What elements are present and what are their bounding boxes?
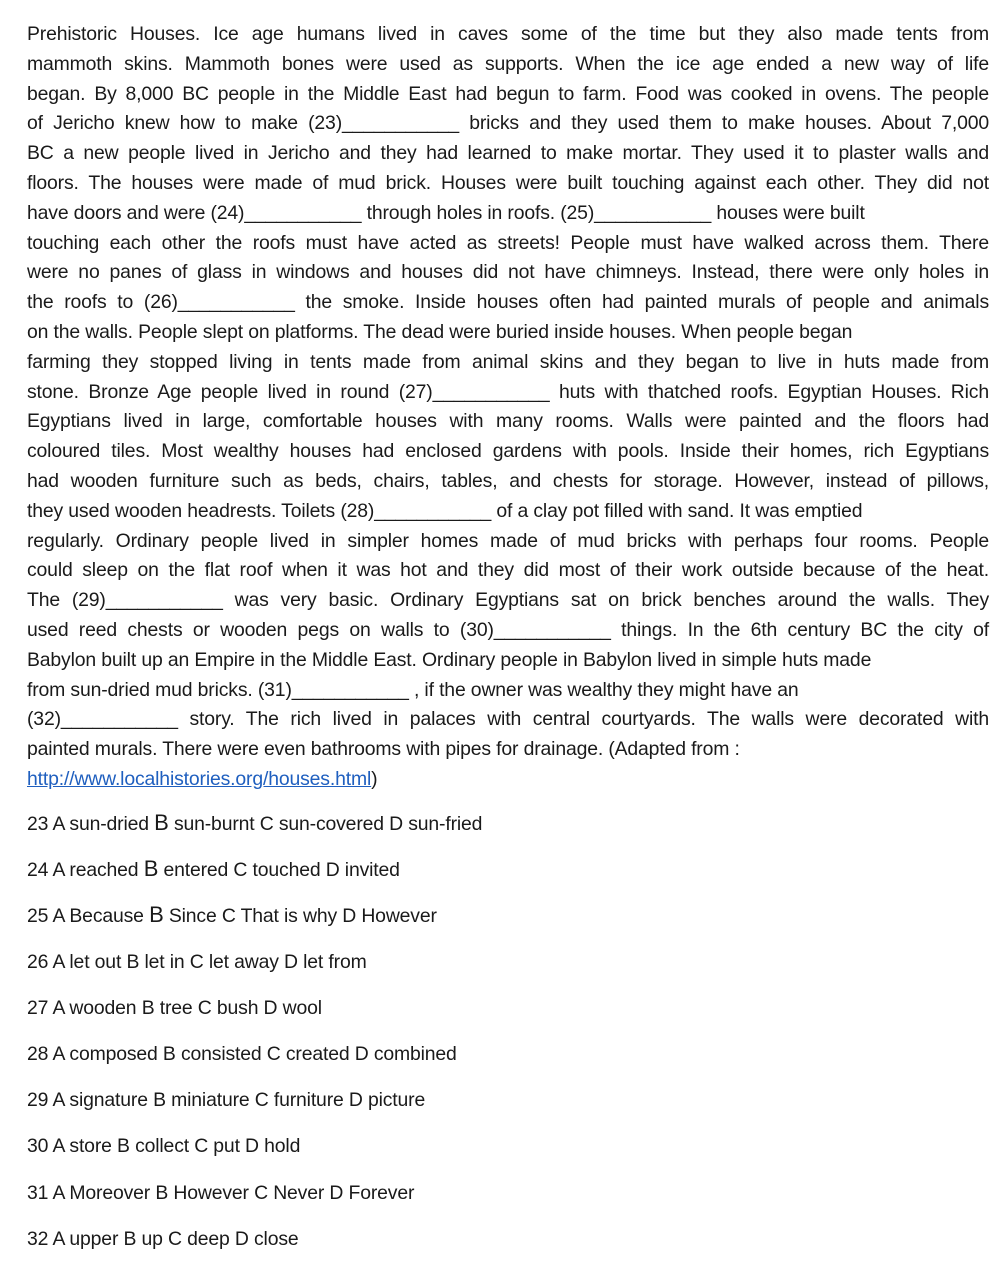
question-number: 23 xyxy=(27,813,49,835)
option-a: A signature xyxy=(52,1089,148,1112)
passage-line: on the walls. People slept on platforms. The dead were buried inside houses. When people began xyxy=(27,320,853,343)
options-rest: collect C put D hold xyxy=(135,1135,301,1158)
options-rest: sun-burnt C sun-covered D sun-fried xyxy=(173,813,483,835)
question-number: 24 xyxy=(27,859,49,882)
passage-line: from sun-dried mud bricks. (31)___________ , if the owner was wealthy they might have an xyxy=(27,678,799,701)
option-b-letter: B xyxy=(117,1135,130,1158)
option-a: A upper xyxy=(52,1227,119,1250)
passage-line: of Jericho knew how to make (23)___________ bricks and they used them to make houses. About 7,000 xyxy=(27,112,989,135)
option-b-letter: B xyxy=(153,1089,166,1112)
passage-line: Babylon built up an Empire in the Middle East. Ordinary people in Babylon lived in simple huts made xyxy=(27,648,872,671)
question-number: 31 xyxy=(27,1181,49,1204)
question-options-30 xyxy=(27,1129,482,1175)
passage-line: used reed chests or wooden pegs on walls to (30)___________ things. In the 6th century BC the city of xyxy=(27,618,989,641)
passage-line: had wooden furniture such as beds, chairs, tables, and chests for storage. However, instead of pillows, xyxy=(27,469,989,492)
passage-line: farming they stopped living in tents made from animal skins and they began to live in huts made from xyxy=(27,350,989,373)
reading-passage xyxy=(27,20,989,795)
question-options-29 xyxy=(27,1083,482,1129)
source-close-paren: ) xyxy=(371,767,378,790)
option-b-letter: B xyxy=(162,1042,176,1065)
question-number: 30 xyxy=(27,1135,49,1158)
question-options-31 xyxy=(27,1176,482,1222)
passage-line: BC a new people lived in Jericho and they had learned to make mortar. They used it to plaster walls and xyxy=(27,142,989,165)
question-number: 29 xyxy=(27,1089,49,1112)
option-b-letter: B xyxy=(149,902,164,928)
passage-line: painted murals. There were even bathrooms with pipes for drainage. (Adapted from : xyxy=(27,738,740,761)
options-rest: However C Never D Forever xyxy=(173,1181,415,1204)
passage-line: touching each other the roofs must have acted as streets! People must have walked across them. There xyxy=(27,231,989,254)
option-a: A store xyxy=(52,1135,112,1158)
question-options-27 xyxy=(27,991,482,1037)
passage-line: The (29)___________ was very basic. Ordinary Egyptians sat on brick benches around the walls. They xyxy=(27,589,989,612)
question-options-28 xyxy=(27,1037,482,1083)
question-number: 28 xyxy=(27,1042,49,1065)
option-b-letter: B xyxy=(154,810,169,835)
passage-line: regularly. Ordinary people lived in simpler homes made of mud bricks with perhaps four rooms. People xyxy=(27,529,989,552)
option-a: A Because xyxy=(52,905,144,928)
question-number: 32 xyxy=(27,1227,49,1250)
options-rest: up C deep D close xyxy=(141,1227,299,1250)
passage-line: coloured tiles. Most wealthy houses had enclosed gardens with pools. Inside their homes, rich Egyptians xyxy=(27,440,989,463)
passage-line: Prehistoric Houses. Ice age humans lived in caves some of the time but they also made tents from xyxy=(27,23,989,45)
option-b-letter: B xyxy=(155,1181,169,1204)
source-link[interactable]: http://www.localhistories.org/houses.html xyxy=(27,767,372,790)
option-b-letter: B xyxy=(126,950,140,973)
answer-options-list xyxy=(27,806,482,1268)
question-number: 25 xyxy=(27,905,49,928)
passage-line: were no panes of glass in windows and houses did not have chimneys. Instead, there were only holes in xyxy=(27,261,989,284)
passage-line: they used wooden headrests. Toilets (28)___________ of a clay pot filled with sand. It was emptied xyxy=(27,499,863,522)
options-rest: consisted C created D combined xyxy=(180,1042,457,1065)
question-number: 26 xyxy=(27,950,49,973)
option-a: A reached xyxy=(52,859,139,882)
question-options-23 xyxy=(27,806,482,852)
question-options-26 xyxy=(27,945,482,991)
option-a: A let out xyxy=(52,950,122,973)
passage-line: Egyptians lived in large, comfortable houses with many rooms. Walls were painted and the floors had xyxy=(27,410,989,433)
options-rest: Since C That is why D However xyxy=(168,905,437,928)
passage-line: (32)___________ story. The rich lived in palaces with central courtyards. The walls were decorated with xyxy=(27,708,989,731)
passage-line: the roofs to (26)___________ the smoke. Inside houses often had painted murals of people and animals xyxy=(27,291,989,314)
question-number: 27 xyxy=(27,996,49,1019)
option-b-letter: B xyxy=(143,856,159,882)
options-rest: tree C bush D wool xyxy=(159,996,322,1019)
passage-line: have doors and were (24)___________ through holes in roofs. (25)___________ houses were built xyxy=(27,201,865,224)
option-a: A composed xyxy=(52,1042,158,1065)
passage-line: floors. The houses were made of mud brick. Houses were built touching against each other. They did not xyxy=(27,171,989,194)
question-options-24 xyxy=(27,852,482,898)
option-b-letter: B xyxy=(123,1227,137,1250)
passage-line: stone. Bronze Age people lived in round (27)___________ huts with thatched roofs. Egyptian Houses. Rich xyxy=(27,380,989,403)
question-options-25 xyxy=(27,898,482,944)
passage-line: began. By 8,000 BC people in the Middle East had begun to farm. Food was cooked in ovens. The people xyxy=(27,82,989,105)
option-a: A wooden xyxy=(52,996,137,1019)
passage-line: could sleep on the flat roof when it was hot and they did most of their work outside because of the heat. xyxy=(27,559,989,582)
option-a: A Moreover xyxy=(52,1181,151,1204)
options-rest: let in C let away D let from xyxy=(144,950,367,973)
source-line xyxy=(27,765,989,795)
options-rest: miniature C furniture D picture xyxy=(171,1089,426,1112)
passage-line: mammoth skins. Mammoth bones were used as supports. When the ice age ended a new way of life xyxy=(27,52,989,75)
option-b-letter: B xyxy=(141,996,155,1019)
options-rest: entered C touched D invited xyxy=(163,859,400,882)
option-a: A sun-dried xyxy=(52,813,149,835)
question-options-32 xyxy=(27,1222,482,1268)
